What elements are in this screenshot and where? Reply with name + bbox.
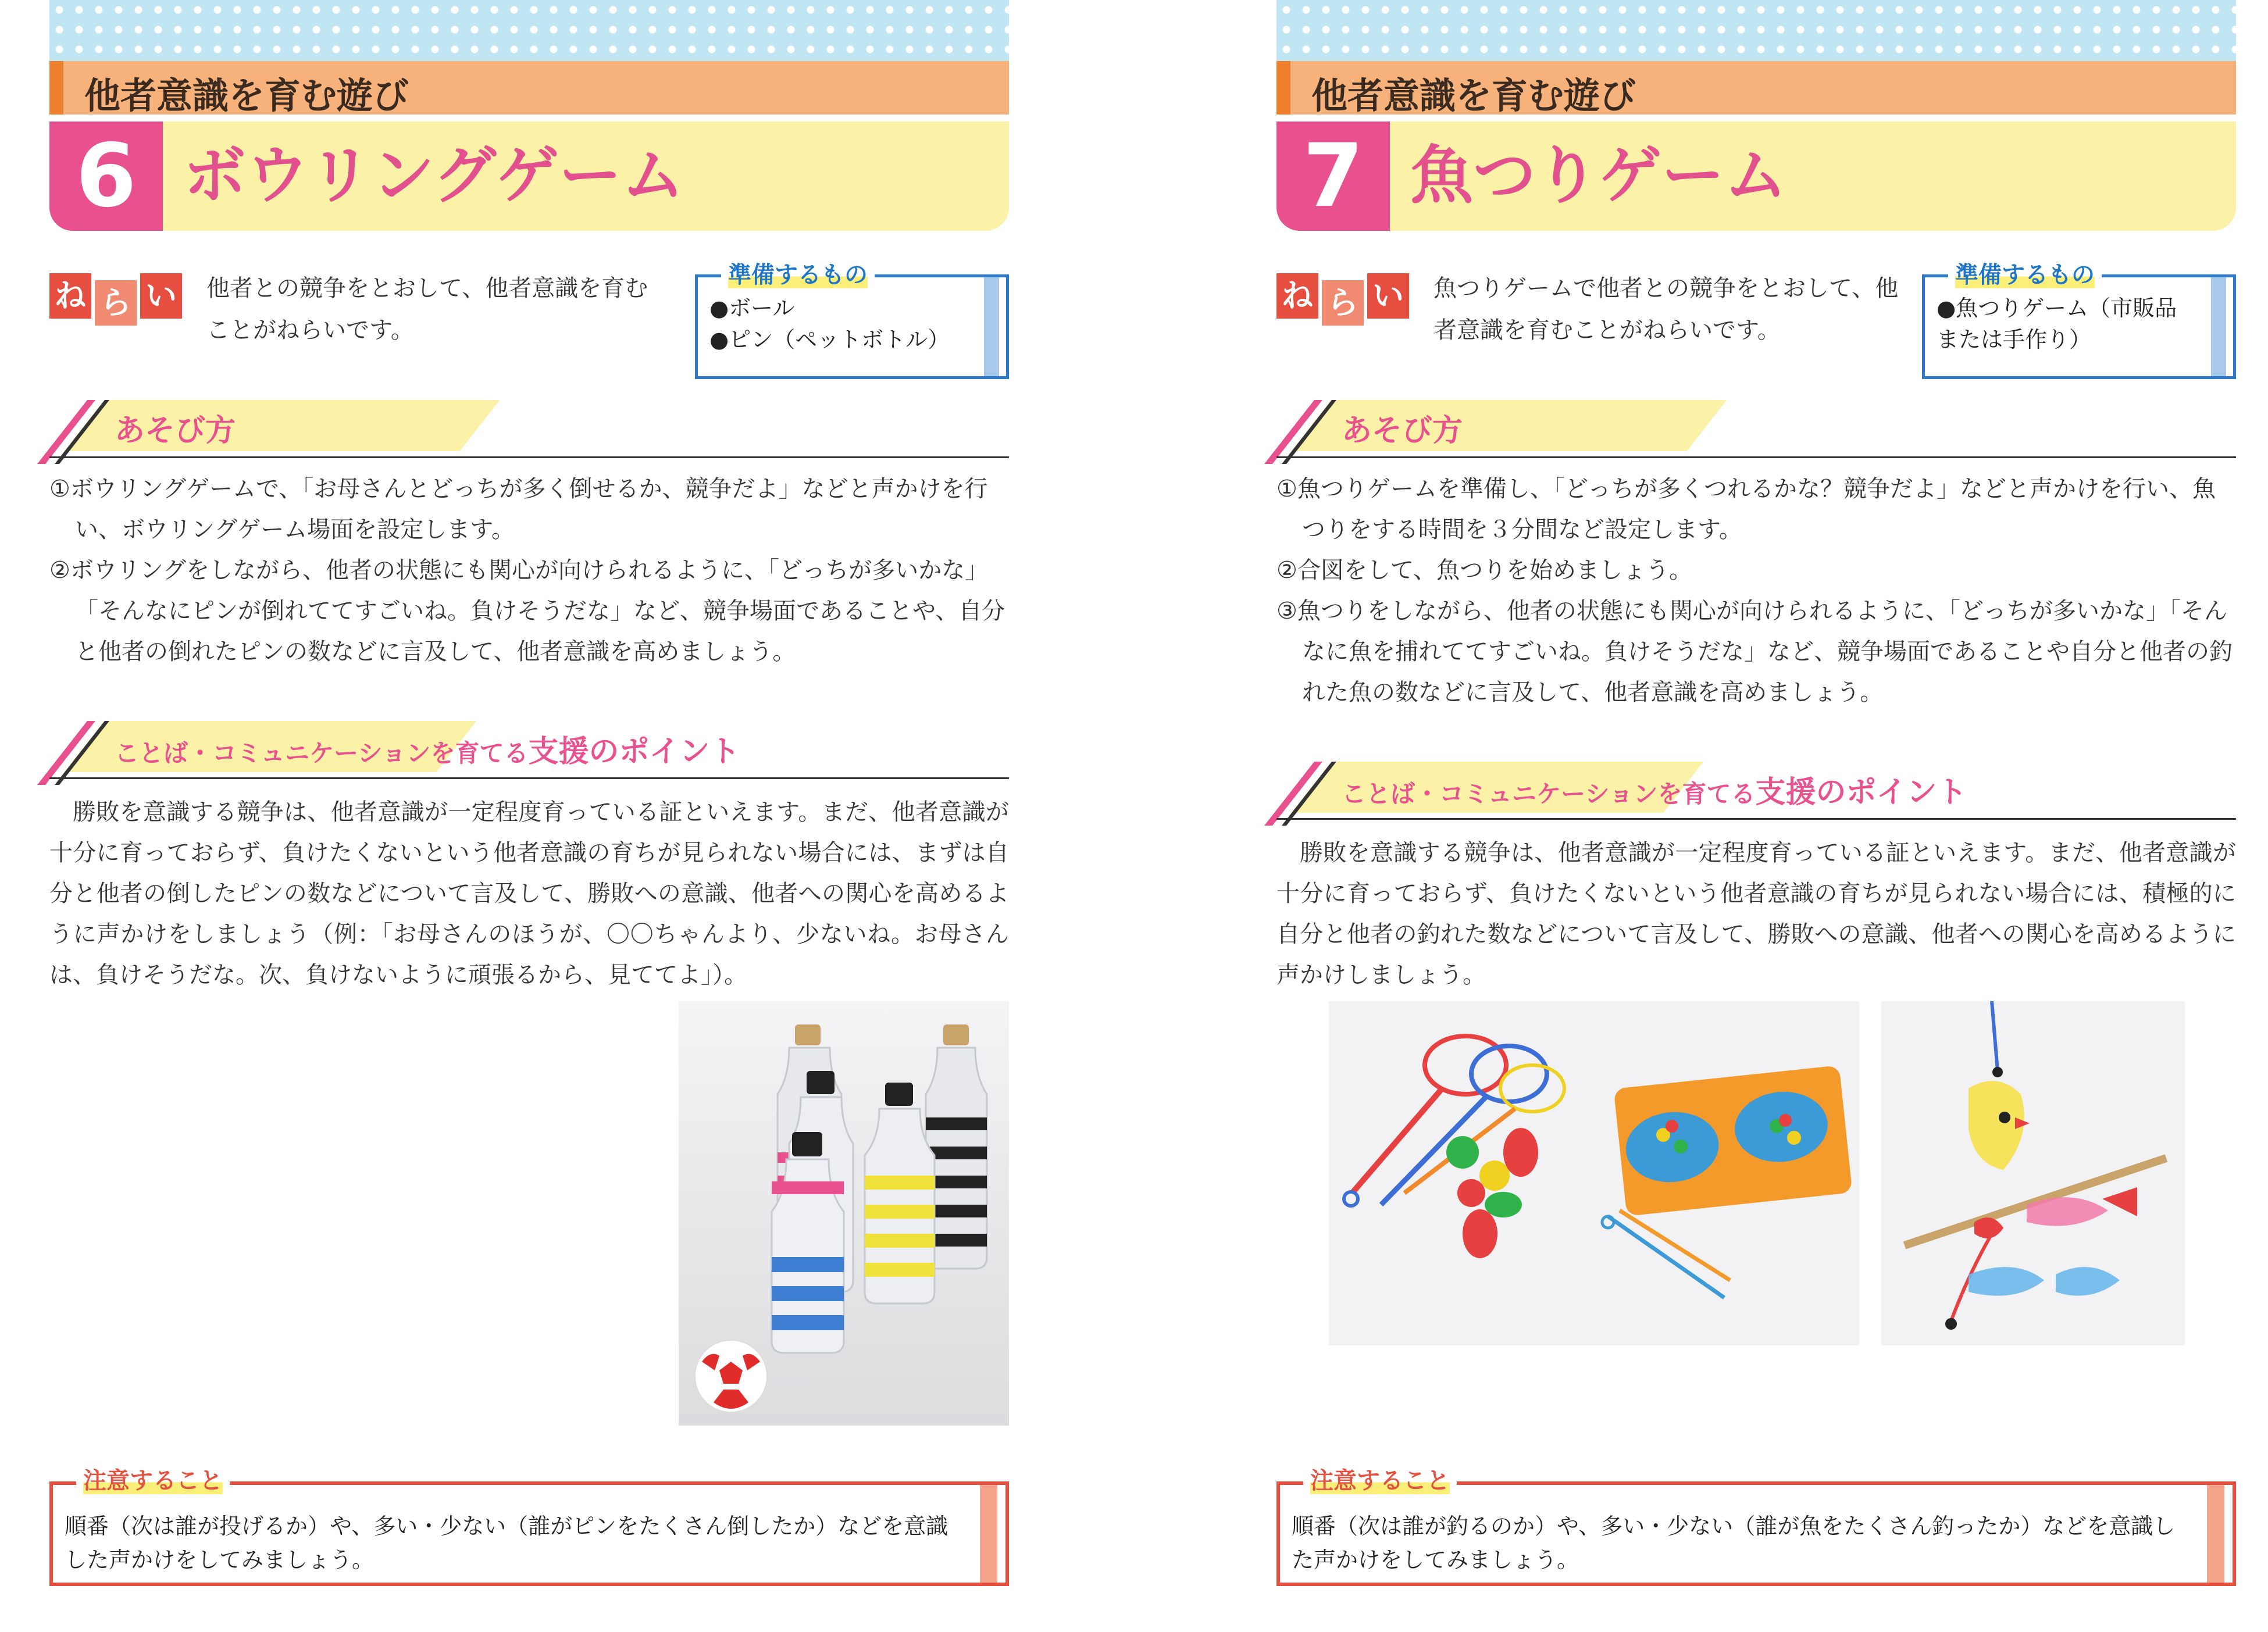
asobi-heading-label: あそび方 bbox=[1342, 413, 1463, 448]
title-band bbox=[1276, 122, 2236, 231]
nerai-text: 他者との競争をとおして、他者意識を育むことがねらいです。 bbox=[206, 275, 648, 344]
support-text: 勝敗を意識する競争は、他者意識が一定程度育っている証といえます。まだ、他者意識が十分に育っておらず、負けたくないという他者意識の育ちが見られない場合には、まずは自分と他者の倒したピンの数などについて言及して、勝敗への意識、他者への関心を高めるように声かけをしましょう（例：「お母さんのほうが、〇〇ちゃんより、少ないね。お母さんは、負けそうだな。次、負けないように頑張るから、見ててよ」）。 bbox=[49, 799, 1009, 988]
activity-number-box bbox=[1276, 122, 1390, 231]
activity-number: 7 bbox=[1303, 126, 1364, 227]
preparation-box bbox=[695, 262, 1009, 379]
steps-list bbox=[49, 469, 1009, 672]
step-item: ①魚つりゲームを準備し、「どっちが多くつれるかな？競争だよ」などと声かけを行い、魚つりをする時間を３分間など設定します。 bbox=[1276, 476, 2216, 543]
activity-title: 魚つりゲーム bbox=[1410, 140, 1788, 212]
left-page bbox=[49, 0, 1009, 1632]
nerai-badge-char: ら bbox=[1322, 280, 1364, 326]
preparation-item: ●魚つりゲーム（市販品または手作り） bbox=[1937, 295, 2177, 352]
fishing-game-photo bbox=[1329, 1001, 1859, 1345]
dotted-header-pattern bbox=[49, 0, 1009, 61]
support-heading-label: ことば・コミュニケーションを育てる支援のポイント bbox=[1342, 775, 1967, 810]
asobi-heading-label: あそび方 bbox=[115, 413, 236, 448]
preparation-stripe bbox=[984, 277, 999, 376]
caution-box bbox=[1276, 1467, 2236, 1586]
step-item: ②合図をして、魚つりを始めましょう。 bbox=[1276, 557, 1693, 584]
nerai-badge bbox=[49, 273, 184, 324]
nerai-badge-char: い bbox=[1367, 273, 1409, 319]
asobi-heading bbox=[49, 400, 1009, 458]
nerai-badge bbox=[1276, 273, 1411, 324]
preparation-stripe bbox=[2211, 277, 2226, 376]
category-label: 他者意識を育む遊び bbox=[84, 74, 409, 117]
caution-title: 注意すること bbox=[1303, 1465, 1457, 1497]
caution-title: 注意すること bbox=[76, 1465, 230, 1497]
caution-stripe bbox=[980, 1485, 997, 1583]
activity-number: 6 bbox=[76, 126, 137, 227]
fishing-game-illustration bbox=[1329, 1001, 1859, 1345]
preparation-item: ●ボール bbox=[709, 295, 795, 321]
nerai-badge-char: い bbox=[140, 273, 182, 319]
preparation-title: 準備するもの bbox=[1948, 260, 2102, 290]
step-item: ③魚つりをしながら、他者の状態にも関心が向けられるように、「どっちが多いかな」「そんなに魚を捕れててすごいね。負けそうだな」など、競争場面であることや自分と他者の釣れた魚の数などに言及して、他者意識を高めましょう。 bbox=[1276, 598, 2233, 706]
category-label: 他者意識を育む遊び bbox=[1311, 74, 1636, 117]
caution-box bbox=[49, 1467, 1009, 1586]
activity-title: ボウリングゲーム bbox=[183, 140, 684, 212]
step-item: ①ボウリングゲームで、「お母さんとどっちが多く倒せるか、競争だよ」などと声かけを行い、ボウリングゲーム場面を設定します。 bbox=[49, 476, 988, 543]
nerai-badge-char: ね bbox=[1276, 273, 1318, 319]
nerai-text: 魚つりゲームで他者との競争をとおして、他者意識を育むことがねらいです。 bbox=[1433, 275, 1899, 344]
title-band bbox=[49, 122, 1009, 231]
caution-stripe bbox=[2207, 1485, 2224, 1583]
caution-text: 順番（次は誰が釣るのか）や、多い・少ない（誰が魚をたくさん釣ったか）などを意識した声かけをしてみましょう。 bbox=[1292, 1513, 2176, 1573]
category-bar bbox=[1276, 61, 2236, 115]
handmade-fishing-illustration bbox=[1881, 1001, 2185, 1345]
support-heading bbox=[49, 721, 1009, 779]
handmade-fishing-photo bbox=[1881, 1001, 2185, 1345]
right-page bbox=[1276, 0, 2236, 1632]
bowling-pins-illustration bbox=[679, 1001, 1009, 1426]
preparation-box bbox=[1922, 262, 2236, 379]
dotted-header-pattern bbox=[1276, 0, 2236, 61]
preparation-list bbox=[1937, 292, 2192, 355]
activity-number-box bbox=[49, 122, 163, 231]
asobi-heading bbox=[1276, 400, 2236, 458]
step-item: ②ボウリングをしながら、他者の状態にも関心が向けられるように、「どっちが多いかな」「そんなにピンが倒れててすごいね。負けそうだな」など、競争場面であることや、自分と他者の倒れたピンの数などに言及して、他者意識を高めましょう。 bbox=[49, 557, 1005, 665]
steps-list bbox=[1276, 469, 2236, 713]
support-text: 勝敗を意識する競争は、他者意識が一定程度育っている証といえます。まだ、他者意識が十分に育っておらず、負けたくないという他者意識の育ちが見られない場合には、積極的に自分と他者の釣れた数などについて言及して、勝敗への意識、他者への関心を高めるように声かけしましょう。 bbox=[1276, 840, 2236, 988]
preparation-list bbox=[709, 292, 965, 355]
preparation-title: 準備するもの bbox=[721, 260, 875, 290]
nerai-badge-char: ら bbox=[95, 280, 137, 326]
bowling-photo bbox=[679, 1001, 1009, 1426]
caution-text: 順番（次は誰が投げるか）や、多い・少ない（誰がピンをたくさん倒したか）などを意識した声かけをしてみましょう。 bbox=[65, 1513, 948, 1573]
preparation-item: ●ピン（ペットボトル） bbox=[709, 327, 950, 352]
support-heading bbox=[1276, 762, 2236, 820]
support-heading-label: ことば・コミュニケーションを育てる支援のポイント bbox=[115, 734, 740, 769]
category-bar bbox=[49, 61, 1009, 115]
nerai-badge-char: ね bbox=[49, 273, 91, 319]
